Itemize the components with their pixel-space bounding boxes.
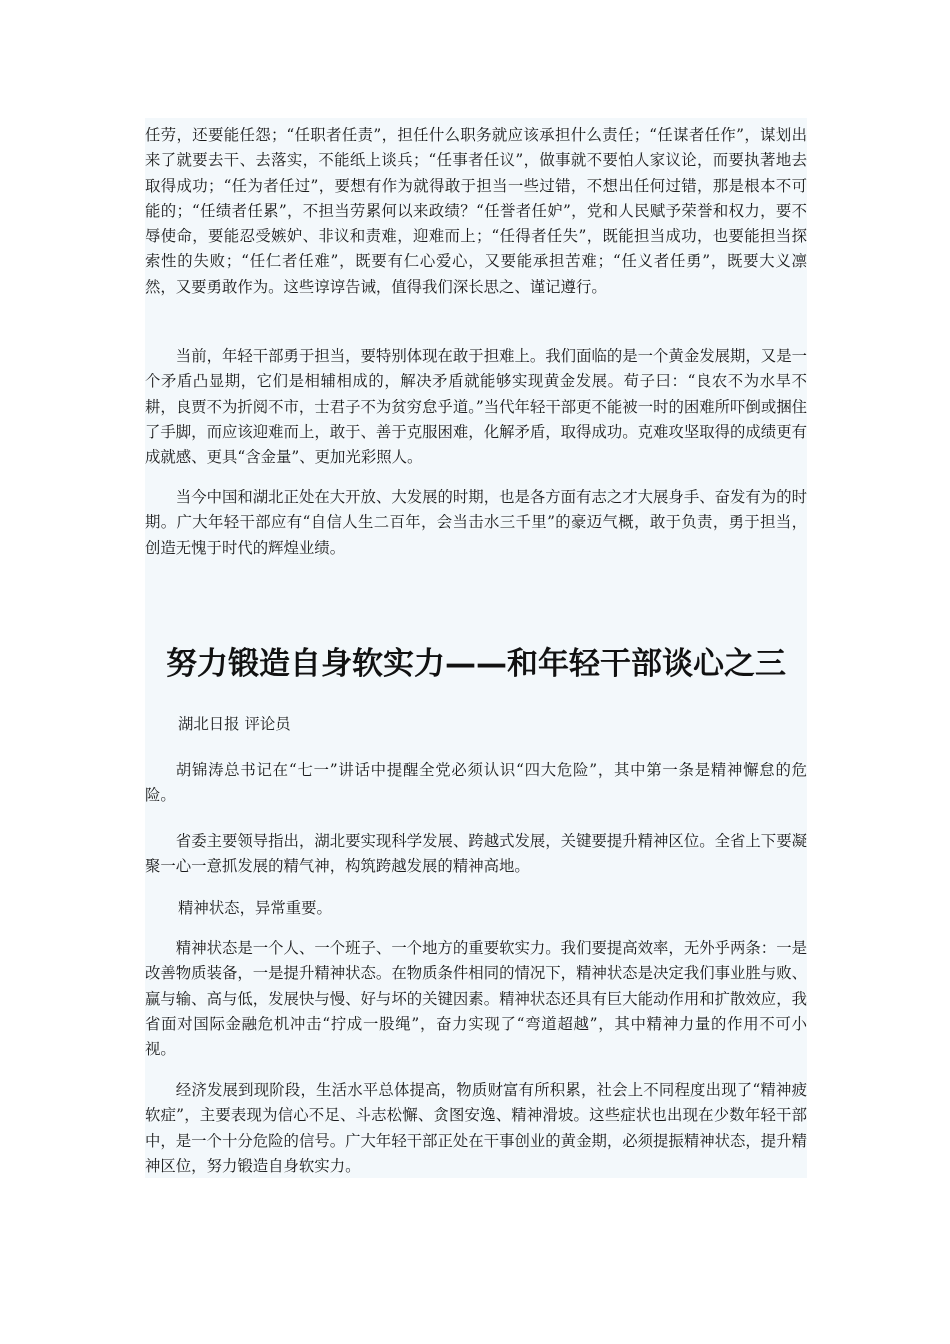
paragraph-today: 当今中国和湖北正处在大开放、大发展的时期，也是各方面有志之才大展身手、奋发有为的时期。广大年轻干部应有“自信人生二百年，会当击水三千里”的豪迈气概，敢于负责，勇于担当，创造无愧于时代的辉煌业绩。	[145, 488, 807, 557]
article-body	[145, 118, 807, 1178]
paragraph-spirit: 精神状态，异常重要。	[178, 899, 332, 917]
paragraph-economy: 经济发展到现阶段，生活水平总体提高，物质财富有所积累，社会上不同程度出现了“精神疲软症”，主要表现为信心不足、斗志松懈、贪图安逸、精神滑坡。这些症状也出现在少数年轻干部中，是一个十分危险的信号。广大年轻干部正处在干事创业的黄金期，必须提振精神状态，提升精神区位，努力锻造自身软实力。	[145, 1081, 807, 1175]
paragraph-current: 当前，年轻干部勇于担当，要特别体现在敢于担难上。我们面临的是一个黄金发展期，又是一个矛盾凸显期，它们是相辅相成的，解决矛盾就能够实现黄金发展。荀子曰：“良农不为水旱不耕，良贾不为折阅不市，士君子不为贫穷怠乎道。”当代年轻干部更不能被一时的困难所吓倒或捆住了手脚，而应该迎难而上，敢于、善于克服困难，化解矛盾，取得成功。克难攻坚取得的成绩更有成就感、更具“含金量”、更加光彩照人。	[145, 347, 807, 467]
article-title: 努力锻造自身软实力——和年轻干部谈心之三	[166, 646, 786, 682]
paragraph-leader: 省委主要领导指出，湖北要实现科学发展、跨越式发展，关键要提升精神区位。全省上下要凝聚一心一意抓发展的精气神，构筑跨越发展的精神高地。	[145, 832, 807, 876]
paragraph-hu: 胡锦涛总书记在“七一”讲话中提醒全党必须认识“四大危险”，其中第一条是精神懈怠的危险。	[145, 761, 807, 805]
article-byline: 湖北日报 评论员	[178, 715, 291, 733]
paragraph-intro: 任劳，还要能任怨；“任职者任责”，担任什么职务就应该承担什么责任；“任谋者任作”，谋划出来了就要去干、去落实，不能纸上谈兵；“任事者任议”，做事就不要怕人家议论，而要执著地去取得成功；“任为者任过”，要想有作为就得敢于担当一些过错，不想出任何过错，那是根本不可能的；“任绩者任累”，不担当劳累何以来政绩？“任誉者任妒”，党和人民赋予荣誉和权力，要不辱使命，要能忍受嫉妒、非议和责难，迎难而上；“任得者任失”，既能担当成功，也要能担当探索性的失败；“任仁者任难”，既要有仁心爱心，又要能承担苦难；“任义者任勇”，既要大义凛然，又要勇敢作为。这些谆谆告诫，值得我们深长思之、谨记遵行。	[145, 126, 807, 296]
paragraph-soft-power: 精神状态是一个人、一个班子、一个地方的重要软实力。我们要提高效率，无外乎两条：一是改善物质装备，一是提升精神状态。在物质条件相同的情况下，精神状态是决定我们事业胜与败、赢与输、高与低，发展快与慢、好与坏的关键因素。精神状态还具有巨大能动作用和扩散效应，我省面对国际金融危机冲击“拧成一股绳”，奋力实现了“弯道超越”，其中精神力量的作用不可小视。	[145, 939, 807, 1059]
